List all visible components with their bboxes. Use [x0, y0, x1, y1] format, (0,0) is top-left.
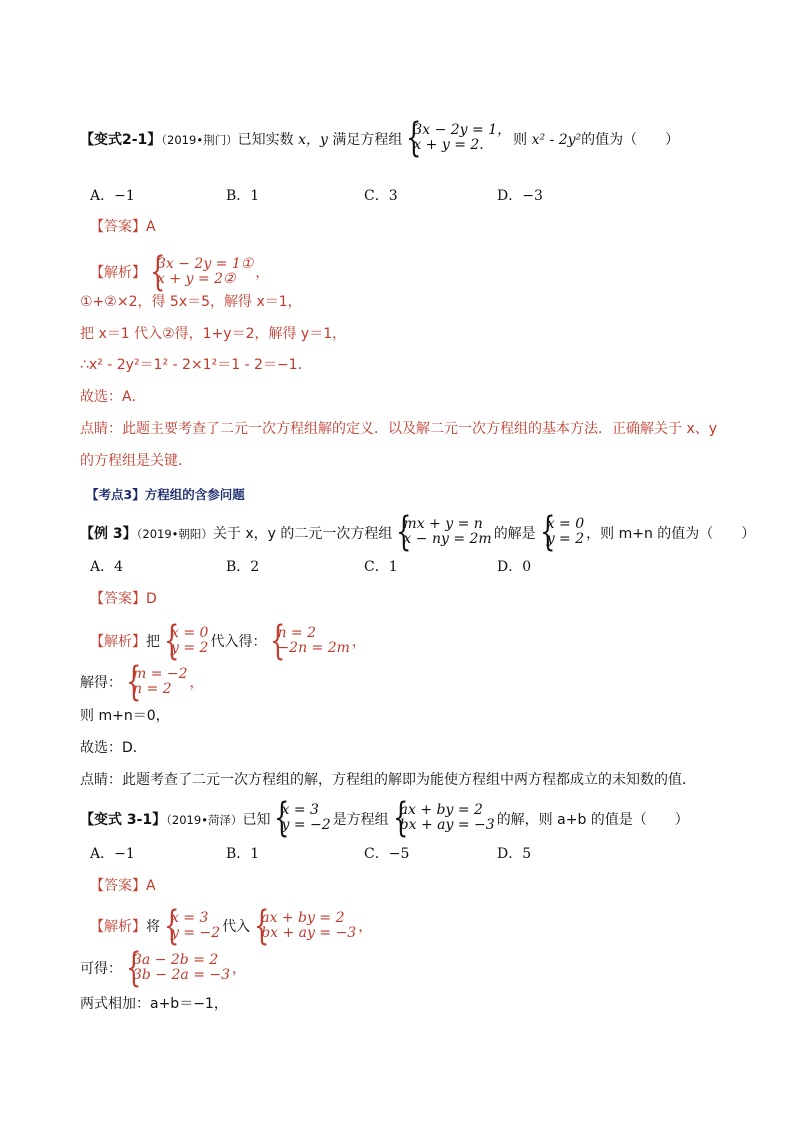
option-a: A．−1: [90, 188, 135, 204]
question-text: 已知: [242, 812, 271, 828]
analysis-text: 代入: [222, 919, 251, 935]
solve-system: { m = −2 n = 2: [124, 667, 188, 697]
answer-value: D: [146, 591, 157, 607]
question-tag: 【例 3】: [80, 526, 137, 542]
get-system: { 3a − 2b = 2 3b − 2a = −3: [124, 953, 230, 983]
sub-system: { x = 0 y = 2: [162, 626, 208, 656]
get-label: 可得：: [80, 961, 122, 977]
question-source: （2019•朝阳）: [136, 527, 213, 541]
question-text: 关于 x，y 的二元一次方程组: [212, 526, 393, 542]
punct: ，: [232, 961, 247, 977]
solve-line: [80, 668, 204, 698]
question-text: 的解，则 a+b 的值是（ ）: [496, 812, 689, 828]
punct: ，: [189, 675, 204, 691]
option-b: B．2: [226, 559, 260, 575]
analysis-label: 【解析】: [90, 919, 146, 935]
question-text: 是方程组: [332, 812, 389, 828]
comment-line-2: 的方程组是关键．: [80, 453, 192, 469]
solution-step-2: 把 x＝1 代入②得，1+y＝2，解得 y＝1，: [80, 326, 347, 342]
option-d: D．0: [497, 559, 532, 575]
answer-value: A: [146, 219, 156, 235]
punct: ，: [255, 265, 270, 281]
punct: ，: [351, 634, 366, 650]
question-example-3: [80, 516, 756, 549]
answer-line: [90, 589, 157, 609]
question-source: （2019•菏泽）: [166, 813, 243, 827]
question-vars: x，y: [298, 132, 328, 148]
option-b: B．1: [226, 188, 260, 204]
analysis-text: 将: [146, 919, 160, 935]
answer-line: [90, 876, 156, 896]
question-variant-3-1: [80, 802, 689, 835]
analysis-label: 【解析】: [90, 634, 146, 650]
into-system: { ax + by = 2 bx + ay = −3: [252, 911, 356, 941]
answer-value: A: [146, 878, 156, 894]
question-expression: x² - 2y²: [531, 132, 582, 148]
analysis-line: [90, 912, 372, 942]
given-system: { x = 3 y = −2: [272, 803, 330, 833]
answer-line: [90, 217, 156, 237]
answer-label: 【答案】: [90, 219, 146, 235]
option-d: D．−3: [497, 188, 543, 204]
analysis-line: [90, 627, 366, 657]
question-text: 的解是: [493, 526, 536, 542]
analysis-text: 把: [146, 634, 160, 650]
analysis-text: 代入得：: [210, 634, 267, 650]
question-source: （2019•荆门）: [161, 133, 238, 147]
question-tag: 【变式2-1】: [80, 132, 162, 148]
option-b: B．1: [226, 846, 260, 862]
result-system: { n = 2 −2n = 2m: [268, 626, 349, 656]
punct: ，: [358, 919, 373, 935]
equation-system: { 3x − 2y = 1， x + y = 2.: [404, 123, 511, 153]
comment-line: 点睛：此题考查了二元一次方程组的解，方程组的解即为能使方程组中两方程都成立的未知数的值．: [80, 772, 696, 788]
question-text: 则: [513, 132, 528, 148]
analysis-line: [90, 258, 269, 288]
sub-system: { x = 3 y = −2: [162, 911, 220, 941]
option-a: A．4: [90, 559, 124, 575]
question-text: 的值为（ ）: [581, 132, 680, 148]
answer-label: 【答案】: [90, 878, 146, 894]
choose-line: 故选：A．: [80, 389, 146, 405]
choose-line: 故选：D．: [80, 740, 147, 756]
option-c: C．1: [364, 559, 398, 575]
analysis-label: 【解析】: [90, 265, 146, 281]
question-variant-2-1: [80, 122, 680, 155]
answer-label: 【答案】: [90, 591, 146, 607]
equation-system: { mx + y = n x − ny = 2m: [394, 517, 491, 547]
question-text: 满足方程组: [332, 132, 403, 148]
analysis-system: { 3x − 2y = 1① x + y = 2②: [148, 257, 253, 287]
solve-label: 解得：: [80, 675, 122, 691]
solution-step-3: ∴x² - 2y²＝1² - 2×1²＝1 - 2＝−1．: [80, 357, 312, 373]
option-c: C．3: [364, 188, 398, 204]
comment-line-1: 点睛：此题主要考查了二元一次方程组解的定义．以及解二元一次方程组的基本方法．正确解关于 x、y: [80, 421, 718, 437]
option-a: A．−1: [90, 846, 135, 862]
get-line: [80, 954, 246, 984]
solution-system: { x = 0 y = 2: [538, 517, 584, 547]
equation-system: { ax + by = 2 bx + ay = −3: [391, 803, 495, 833]
question-tag: 【变式 3-1】: [80, 812, 167, 828]
solution-step-1: ①+②×2，得 5x＝5，解得 x＝1，: [80, 294, 302, 310]
question-text: ，则 m+n 的值为（ ）: [586, 526, 756, 542]
section-heading: 【考点3】方程组的含参问题: [86, 487, 245, 502]
sum-line: 两式相加：a+b＝−1，: [80, 996, 228, 1012]
option-d: D．5: [497, 846, 532, 862]
option-c: C．−5: [364, 846, 410, 862]
then-line: 则 m+n＝0，: [80, 708, 170, 724]
question-text: 已知实数: [237, 132, 294, 148]
